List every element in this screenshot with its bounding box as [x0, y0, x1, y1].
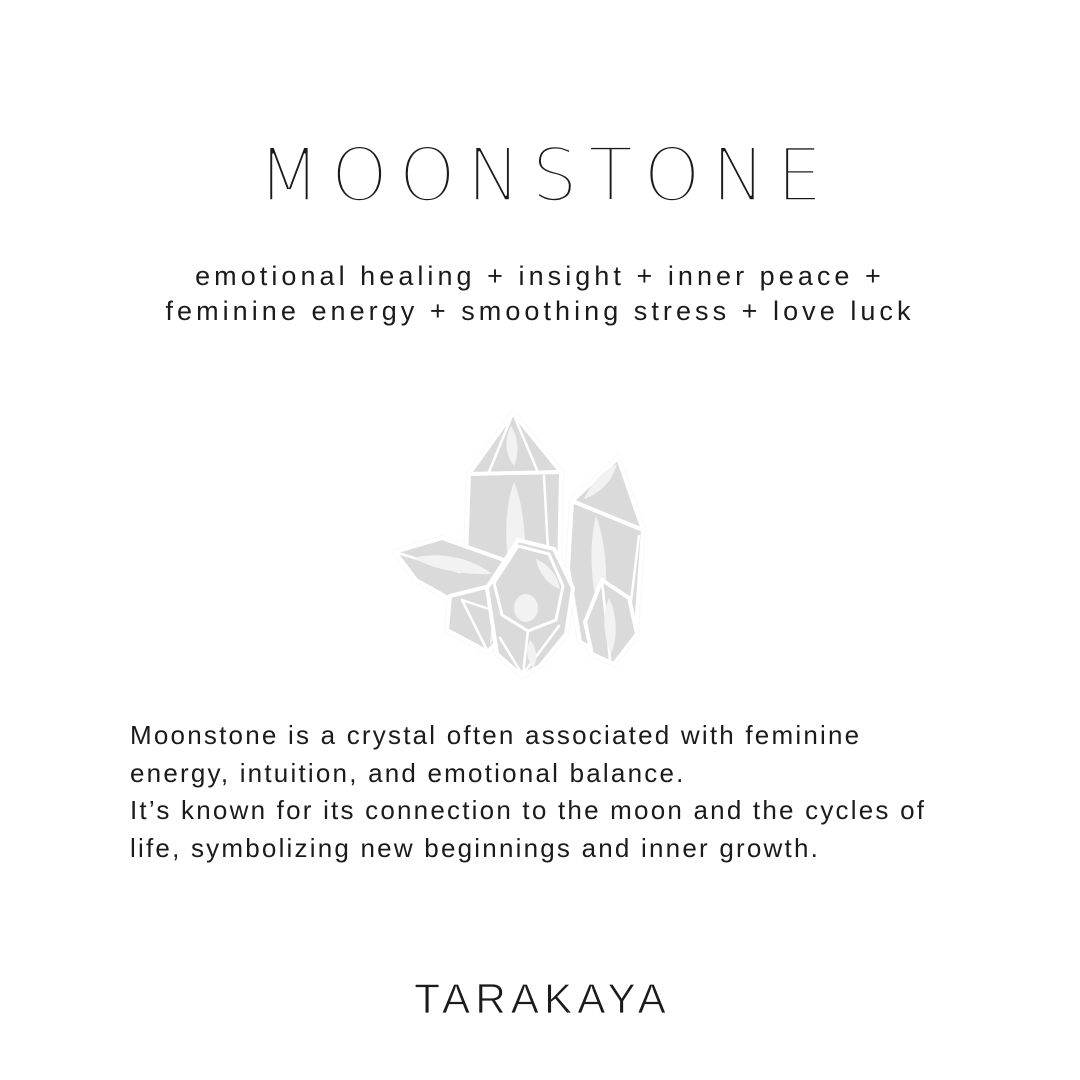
crystal-cluster-illustration — [390, 402, 655, 692]
description-line: Moonstone is a crystal often associated with feminine — [130, 720, 862, 750]
description-text — [130, 717, 970, 867]
brand-name: TARAKAYA — [414, 975, 671, 1022]
keywords-subtitle — [0, 259, 1080, 329]
subtitle-line-1: emotional healing + insight + inner peace + — [195, 261, 885, 291]
description-line: It’s known for its connection to the moon and the cycles of — [130, 795, 927, 825]
description-line: life, symbolizing new beginnings and inner growth. — [130, 832, 821, 863]
page-title: MOONSTONE — [257, 133, 834, 217]
description-line: energy, intuition, and emotional balance. — [130, 757, 686, 788]
subtitle-line-2: feminine energy + smoothing stress + love luck — [165, 296, 915, 326]
